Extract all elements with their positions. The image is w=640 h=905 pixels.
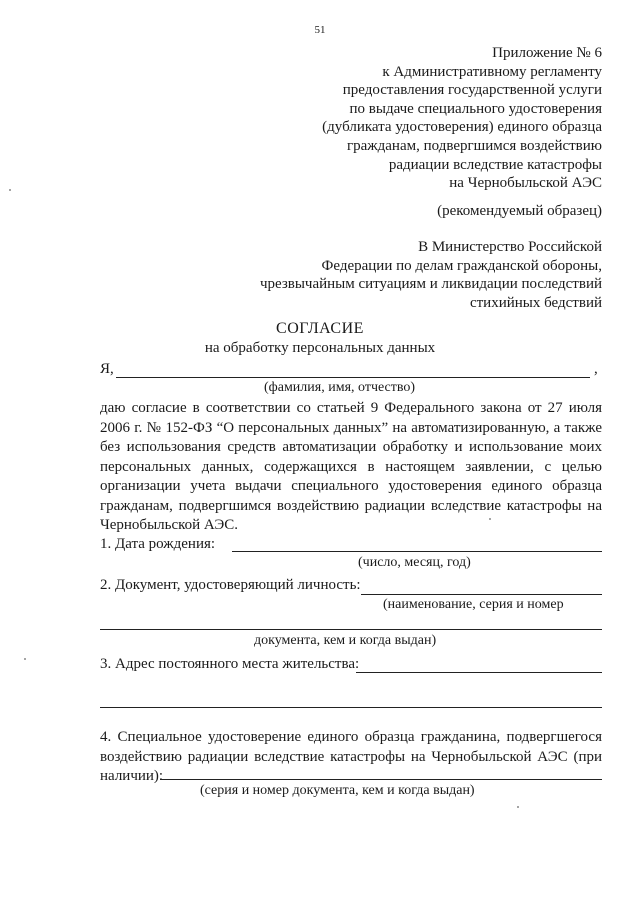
address-label: 3. Адрес постоянного места жительства: bbox=[100, 656, 360, 672]
document-subtitle: на обработку персональных данных bbox=[204, 340, 436, 356]
certificate-field[interactable] bbox=[160, 779, 602, 780]
identity-document-label: 2. Документ, удостоверяющий личность: bbox=[100, 577, 361, 593]
full-name-field[interactable] bbox=[116, 377, 590, 378]
certificate-caption: (серия и номер документа, кем и когда выдан) bbox=[200, 783, 475, 798]
scan-speck bbox=[489, 518, 491, 520]
identity-document-field[interactable] bbox=[361, 594, 602, 595]
addressee-line: чрезвычайным ситуациям и ликвидации последствий bbox=[259, 276, 602, 293]
name-prefix: Я, bbox=[100, 361, 114, 377]
appendix-header bbox=[322, 44, 602, 193]
appendix-line: радиации вследствие катастрофы bbox=[388, 156, 602, 173]
address-field[interactable] bbox=[356, 672, 602, 673]
addressee-block bbox=[260, 238, 602, 312]
addressee-line: Федерации по делам гражданской обороны, bbox=[321, 257, 602, 274]
birth-date-label: 1. Дата рождения: bbox=[100, 536, 216, 552]
full-name-caption: (фамилия, имя, отчество) bbox=[264, 380, 416, 395]
birth-date-caption: (число, месяц, год) bbox=[358, 555, 471, 570]
scan-speck bbox=[24, 658, 26, 660]
page-number: 51 bbox=[314, 24, 326, 36]
scan-speck bbox=[517, 806, 519, 808]
document-title: СОГЛАСИЕ bbox=[276, 320, 364, 337]
scan-speck bbox=[9, 189, 11, 191]
appendix-line: гражданам, подвергшимся воздействию bbox=[346, 137, 602, 154]
birth-date-field[interactable] bbox=[232, 551, 602, 552]
identity-document-field-2[interactable] bbox=[100, 629, 602, 630]
identity-document-caption-2: документа, кем и когда выдан) bbox=[254, 633, 437, 648]
appendix-line: на Чернобыльской АЭС bbox=[449, 175, 602, 192]
appendix-line: к Административному регламенту bbox=[382, 63, 602, 80]
recommended-sample-note: (рекомендуемый образец) bbox=[437, 203, 602, 219]
certificate-label: 4. Специальное удостоверение единого образца гражданина, подвергшегося воздействию радиации вследствие катастрофы на Чернобыльской АЭС (при наличии): bbox=[100, 729, 602, 784]
name-suffix: , bbox=[594, 361, 598, 377]
consent-text: даю согласие в соответствии со статьей 9 Федерального закона от 27 июля 2006 г. № 152-ФЗ “О персональных данных” на автоматизированную, а также без использования средств автоматизации обработку и использование моих персональных данных, содержащихся в настоящем заявлении, с целью организации учета выдачи специального удостоверения единого образца гражданам, подвергшимся воздействию радиации вследствие катастрофы на Чернобыльской АЭС. bbox=[100, 400, 602, 533]
appendix-line: по выдаче специального удостоверения bbox=[349, 100, 602, 117]
appendix-line: (дубликата удостоверения) единого образца bbox=[322, 119, 602, 136]
addressee-line: В Министерство Российской bbox=[418, 239, 602, 255]
address-field-2[interactable] bbox=[100, 707, 602, 708]
identity-document-caption: (наименование, серия и номер bbox=[383, 597, 564, 612]
appendix-line: предоставления государственной услуги bbox=[342, 82, 602, 99]
addressee-line: стихийных бедствий bbox=[469, 294, 602, 311]
appendix-line: Приложение № 6 bbox=[492, 45, 602, 61]
